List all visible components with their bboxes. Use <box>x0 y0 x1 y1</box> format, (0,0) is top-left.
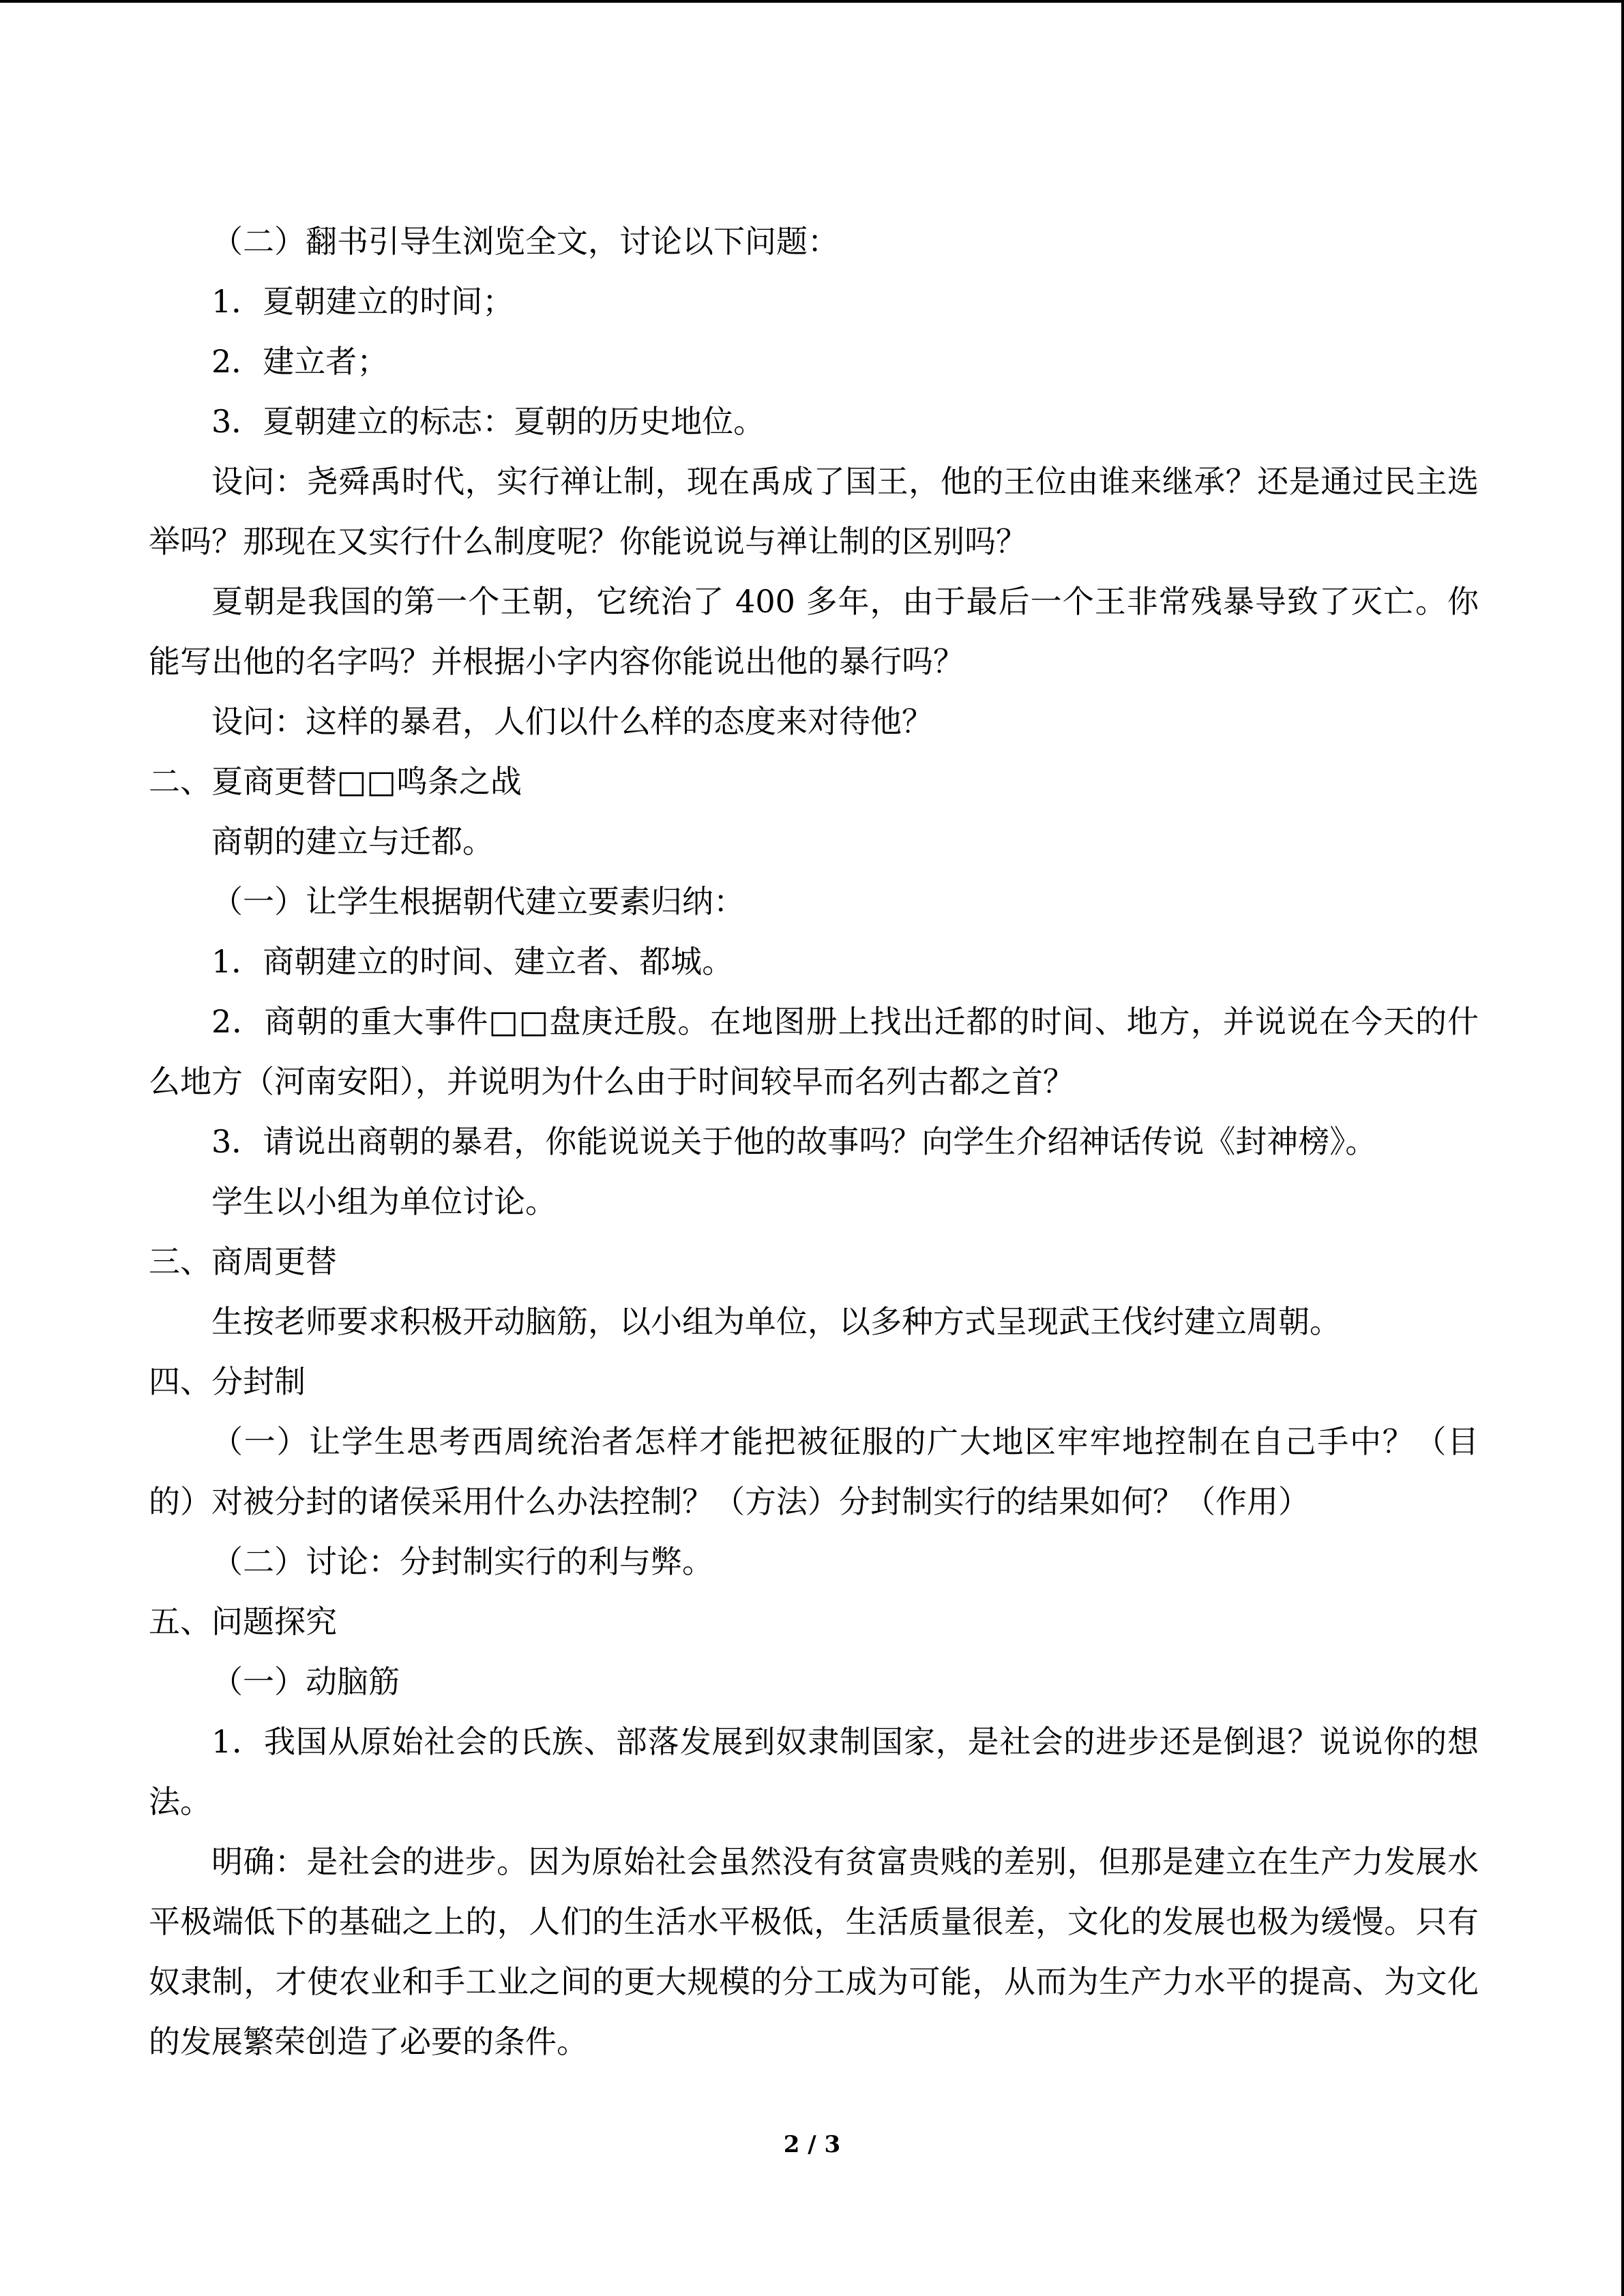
paragraph: 生按老师要求积极开动脑筋，以小组为单位，以多种方式呈现武王伐纣建立周朝。 <box>211 1303 1341 1340</box>
paragraph: 设问：尧舜禹时代，实行禅让制，现在禹成了国王，他的王位由谁来继承？还是通过民主选举吗？那现在又实行什么制度呢？你能说说与禅让制的区别吗？ <box>149 463 1479 560</box>
paragraph: 明确：是社会的进步。因为原始社会虽然没有贫富贵贱的差别，但那是建立在生产力发展水平极端低下的基础之上的，人们的生活水平极低，生活质量很差，文化的发展也极为缓慢。只有奴隶制，才使农业和手工业之间的更大规模的分工成为可能，从而为生产力水平的提高、为文化的发展繁荣创造了必要的条件。 <box>149 1843 1479 2060</box>
paragraph: 1．商朝建立的时间、建立者、都城。 <box>211 943 734 980</box>
page-number: 2 / 3 <box>783 2131 841 2158</box>
paragraph: （一）动脑筋 <box>211 1663 400 1700</box>
paragraph: 1．我国从原始社会的氏族、部落发展到奴隶制国家，是社会的进步还是倒退？说说你的想法。 <box>149 1723 1479 1820</box>
section-heading: 三、商周更替 <box>149 1243 337 1280</box>
paragraph: （一）让学生思考西周统治者怎样才能把被征服的广大地区牢牢地控制在自己手中？（目的）对被分封的诸侯采用什么办法控制？（方法）分封制实行的结果如何？（作用） <box>149 1423 1479 1520</box>
paragraph: （二）讨论：分封制实行的利与弊。 <box>211 1543 713 1580</box>
top-border-line <box>0 0 1624 3</box>
paragraph: （一）让学生根据朝代建立要素归纳： <box>211 883 745 920</box>
paragraph: 2．商朝的重大事件□□盘庚迁殷。在地图册上找出迁都的时间、地方，并说说在今天的什么地方（河南安阳），并说明为什么由于时间较早而名列古都之首？ <box>149 1003 1479 1100</box>
section-heading: 二、夏商更替□□鸣条之战 <box>149 763 522 800</box>
paragraph: 学生以小组为单位讨论。 <box>211 1183 557 1220</box>
right-border-line <box>1621 0 1624 2296</box>
paragraph: （二）翻书引导生浏览全文，讨论以下问题： <box>211 223 839 260</box>
paragraph: 3．夏朝建立的标志：夏朝的历史地位。 <box>211 403 765 440</box>
section-heading: 四、分封制 <box>149 1363 306 1400</box>
section-heading: 五、问题探究 <box>149 1603 337 1640</box>
paragraph: 3．请说出商朝的暴君，你能说说关于他的故事吗？向学生介绍神话传说《封神榜》。 <box>211 1123 1377 1160</box>
document-body <box>149 211 1479 2072</box>
paragraph: 设问：这样的暴君，人们以什么样的态度来对待他？ <box>211 703 933 740</box>
paragraph: 商朝的建立与迁都。 <box>211 823 494 860</box>
paragraph: 夏朝是我国的第一个王朝，它统治了 400 多年，由于最后一个王非常残暴导致了灭亡。你能写出他的名字吗？并根据小字内容你能说出他的暴行吗？ <box>149 583 1479 680</box>
paragraph: 2．建立者； <box>211 343 389 380</box>
paragraph: 1．夏朝建立的时间； <box>211 283 514 320</box>
